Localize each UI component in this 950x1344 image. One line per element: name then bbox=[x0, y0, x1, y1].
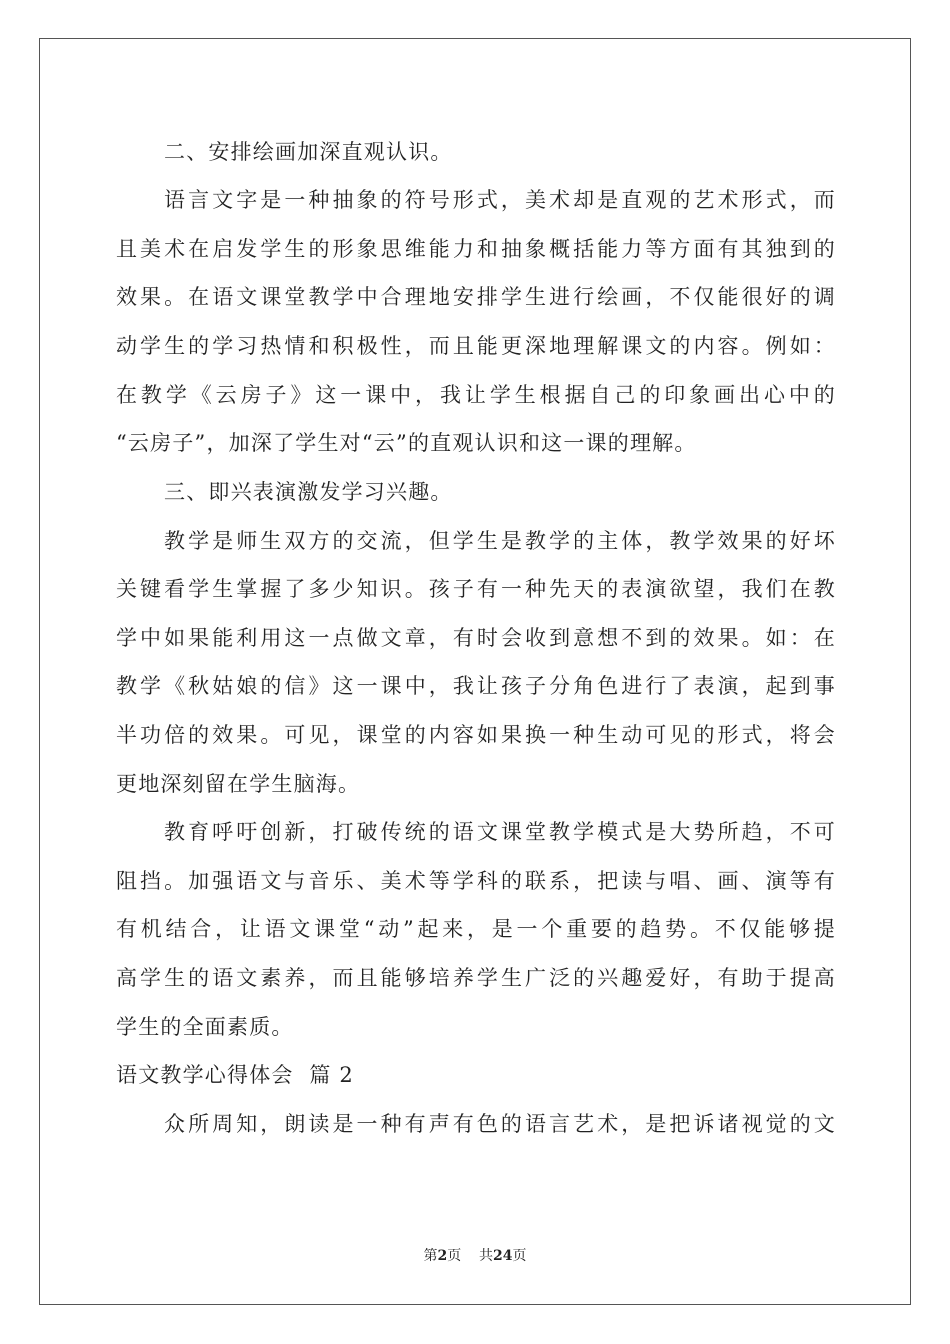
section-heading-3: 三、即兴表演激发学习兴趣。 bbox=[164, 480, 453, 504]
paragraph-line: 学生的全面素质。 bbox=[116, 1015, 294, 1039]
paragraph-line: 语言文字是一种抽象的符号形式，美术却是直观的艺术形式，而 bbox=[164, 188, 836, 212]
paragraph-line: 动学生的学习热情和积极性，而且能更深地理解课文的内容。例如： bbox=[116, 334, 836, 358]
paragraph-line: 学中如果能利用这一点做文章，有时会收到意想不到的效果。如：在 bbox=[116, 626, 836, 650]
page-footer bbox=[0, 1246, 950, 1266]
paragraph-line: 教学是师生双方的交流，但学生是教学的主体，教学效果的好坏 bbox=[164, 529, 836, 553]
paragraph-line: 在教学《云房子》这一课中，我让学生根据自己的印象画出心中的 bbox=[116, 383, 836, 407]
paragraph-line: 效果。在语文课堂教学中合理地安排学生进行绘画，不仅能很好的调 bbox=[116, 285, 836, 309]
page-suffix: 页 bbox=[512, 1248, 527, 1264]
page-mid: 页 共 bbox=[447, 1248, 494, 1264]
paragraph-line: 有机结合，让语文课堂“动”起来，是一个重要的趋势。不仅能够提 bbox=[116, 917, 836, 941]
paragraph-line: 半功倍的效果。可见，课堂的内容如果换一种生动可见的形式，将会 bbox=[116, 723, 836, 747]
paragraph-line: 高学生的语文素养，而且能够培养学生广泛的兴趣爱好，有助于提高 bbox=[116, 966, 836, 990]
paragraph-line: 且美术在启发学生的形象思维能力和抽象概括能力等方面有其独到的 bbox=[116, 237, 836, 261]
section-heading-2: 二、安排绘画加深直观认识。 bbox=[164, 140, 453, 164]
article-title: 语文教学心得体会 篇 2 bbox=[116, 1063, 354, 1087]
paragraph-line: 众所周知，朗读是一种有声有色的语言艺术，是把诉诸视觉的文 bbox=[164, 1112, 836, 1136]
paragraph-line: “云房子”，加深了学生对“云”的直观认识和这一课的理解。 bbox=[116, 431, 697, 455]
paragraph-line: 关键看学生掌握了多少知识。孩子有一种先天的表演欲望，我们在教 bbox=[116, 577, 836, 601]
paragraph-line: 教学《秋姑娘的信》这一课中，我让孩子分角色进行了表演，起到事 bbox=[116, 674, 836, 698]
page-current: 2 bbox=[437, 1248, 448, 1264]
paragraph-line: 更地深刻留在学生脑海。 bbox=[116, 772, 361, 796]
page-total: 24 bbox=[493, 1248, 513, 1264]
paragraph-line: 教育呼吁创新，打破传统的语文课堂教学模式是大势所趋，不可 bbox=[164, 820, 836, 844]
paragraph-line: 阻挡。加强语文与音乐、美术等学科的联系，把读与唱、画、演等有 bbox=[116, 869, 836, 893]
page-prefix: 第 bbox=[423, 1248, 438, 1264]
